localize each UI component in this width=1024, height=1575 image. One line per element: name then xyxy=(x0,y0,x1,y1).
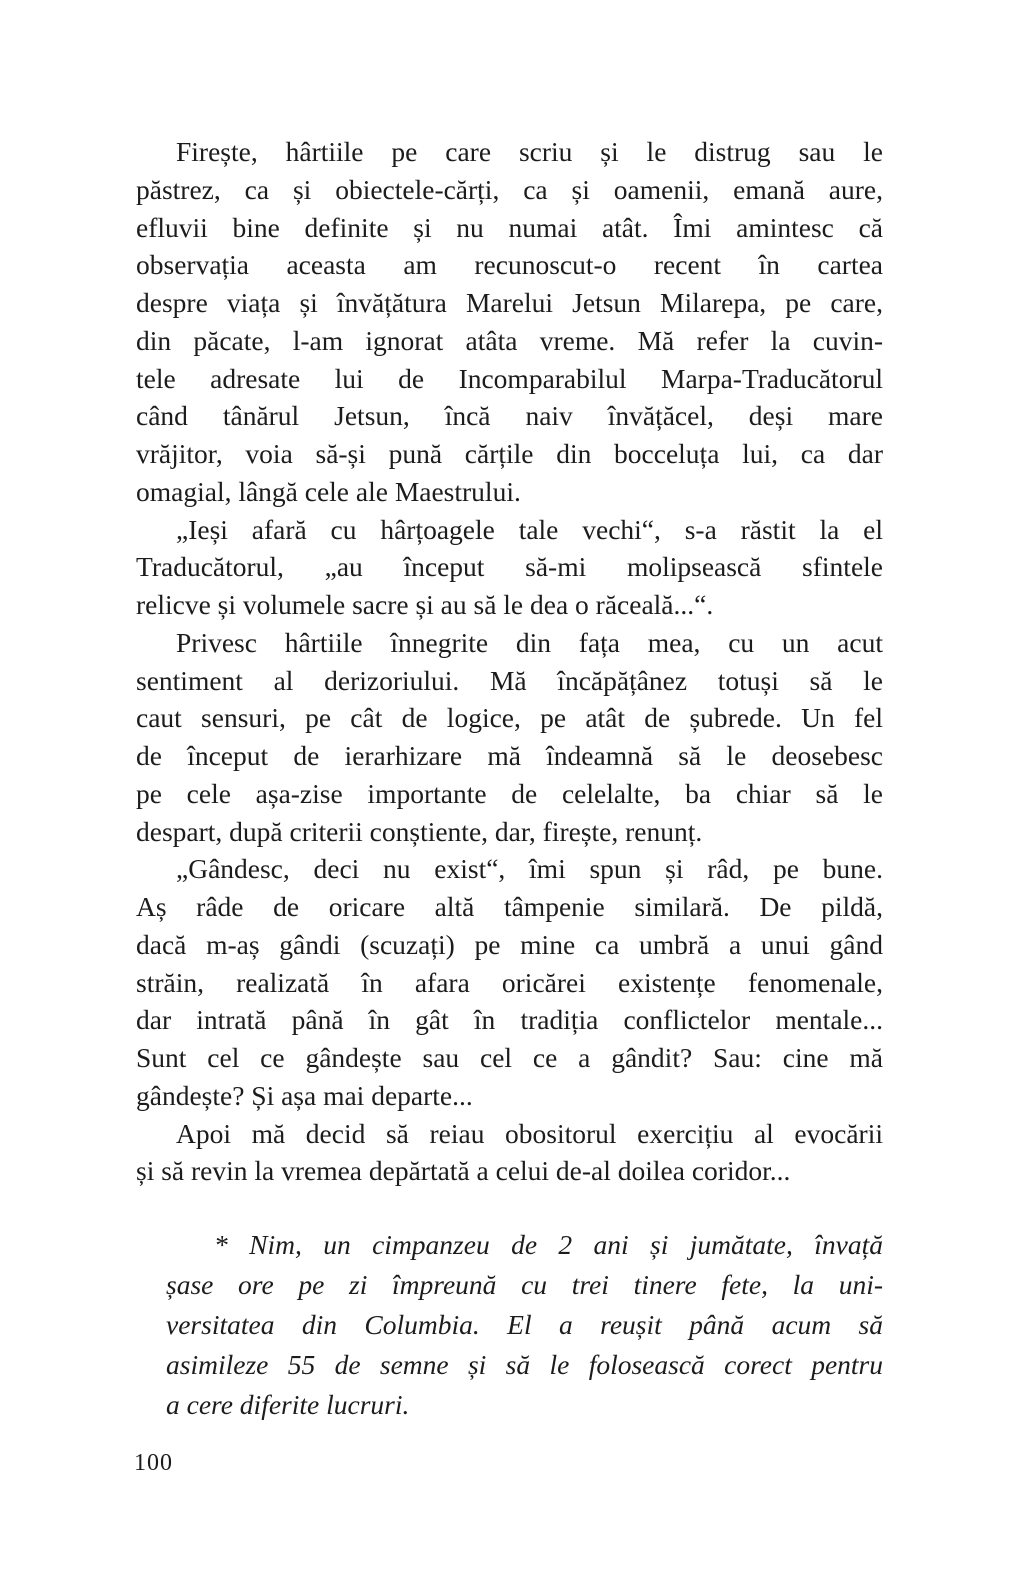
text-line: Apoi mă decid să reiau obositorul exercițiu al evocării xyxy=(176,1117,883,1149)
text-line: Traducătorul, „au început să-mi molipsească sfintele xyxy=(136,551,883,583)
text-line: gândește? Și așa mai departe... xyxy=(136,1079,473,1111)
text-line: pe cele așa-zise importante de celelalte, ba chiar să le xyxy=(136,777,883,809)
footnote-line: a cere diferite lucruri. xyxy=(166,1389,410,1420)
text-line: păstrez, ca și obiectele-cărți, ca și oamenii, emană aure, xyxy=(136,173,883,205)
text-line: străin, realizată în afara oricărei existențe fenomenale, xyxy=(136,966,883,998)
paragraph xyxy=(136,850,883,1114)
text-line: Privesc hârtiile înnegrite din fața mea, cu un acut xyxy=(176,626,883,658)
text-line: Aș râde de oricare altă tâmpenie similară. De pildă, xyxy=(136,891,883,922)
paragraph xyxy=(136,511,883,624)
text-line: despre viața și învățătura Marelui Jetsun Milarepa, pe care, xyxy=(136,287,883,318)
text-line: relicve și volumele sacre și au să le dea o răceală...“. xyxy=(136,589,714,620)
footnote xyxy=(136,1225,883,1425)
text-line: din păcate, l-am ignorat atâta vreme. Mă refer la cuvin- xyxy=(136,324,883,356)
paragraph xyxy=(136,1115,883,1191)
text-line: vrăjitor, voia să-și pună cărțile din bocceluța lui, ca dar xyxy=(136,438,883,469)
footnote-line: asimileze 55 de semne și să le folosească corect pentru xyxy=(166,1349,883,1380)
footnote-line: * Nim, un cimpanzeu de 2 ani și jumătate, învață xyxy=(214,1229,883,1260)
paragraph xyxy=(136,624,883,851)
text-line: și să revin la vremea depărtată a celui de-al doilea coridor... xyxy=(136,1155,791,1187)
text-line: când tânărul Jetsun, încă naiv învățăcel, deși mare xyxy=(136,400,883,432)
text-line: „Ieși afară cu hârțoagele tale vechi“, s-a răstit la el xyxy=(176,513,883,545)
text-line: caut sensuri, pe cât de logice, pe atât de șubrede. Un fel xyxy=(136,702,883,734)
text-line: „Gândesc, deci nu exist“, îmi spun și râd, pe bune. xyxy=(176,853,883,885)
text-line: tele adresate lui de Incomparabilul Marpa-Traducătorul xyxy=(136,362,883,394)
text-line: sentiment al derizoriului. Mă încăpățânez totuși să le xyxy=(136,664,883,696)
text-line: dacă m-aș gândi (scuzați) pe mine ca umbră a unui gând xyxy=(136,928,883,960)
footnote-line: versitatea din Columbia. El a reușit până acum să xyxy=(166,1309,883,1340)
page-number: 100 xyxy=(134,1450,173,1476)
footnote-line: șase ore pe zi împreună cu trei tinere fete, la uni- xyxy=(166,1269,883,1300)
text-line: omagial, lângă cele ale Maestrului. xyxy=(136,475,521,507)
text-line: de început de ierarhizare mă îndeamnă să le deosebesc xyxy=(136,740,883,771)
body-text xyxy=(136,133,883,1190)
paragraph xyxy=(136,133,883,511)
text-line: efluvii bine definite și nu numai atât. Îmi amintesc că xyxy=(136,211,883,243)
text-line: dar intrată până în gât în tradiția conflictelor mentale... xyxy=(136,1004,883,1036)
text-line: despart, după criterii conștiente, dar, firește, renunț. xyxy=(136,815,703,847)
text-line: Sunt cel ce gândește sau cel ce a gândit? Sau: cine mă xyxy=(136,1042,883,1073)
text-line: Firește, hârtiile pe care scriu și le distrug sau le xyxy=(176,136,883,167)
text-line: observația aceasta am recunoscut-o recent în cartea xyxy=(136,249,883,281)
